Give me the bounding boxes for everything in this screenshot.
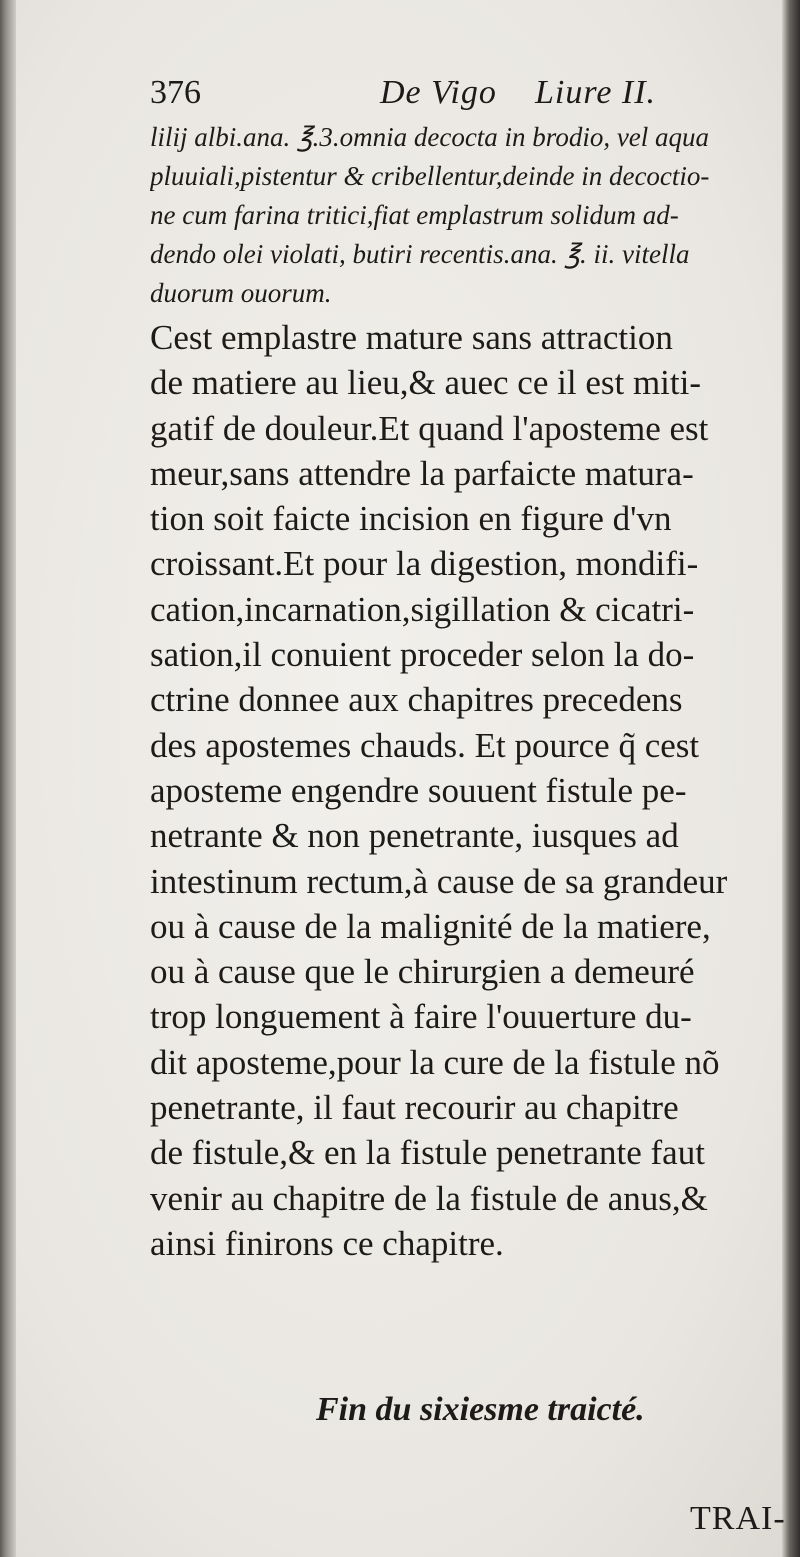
body-line: ou à cause que le chirurgien a demeuré bbox=[150, 952, 695, 992]
body-line: sation,il conuient proceder selon la do- bbox=[150, 635, 695, 675]
latin-line: duorum ouorum. bbox=[150, 278, 332, 308]
latin-line: ne cum farina tritici,fiat emplastrum solidum ad- bbox=[150, 200, 679, 230]
body-line: de fistule,& en la fistule penetrante faut bbox=[150, 1133, 705, 1173]
body-line: ainsi finirons ce chapitre. bbox=[150, 1223, 504, 1263]
body-line: Cest emplastre mature sans attraction bbox=[150, 318, 673, 357]
body-line: ctrine donnee aux chapitres precedens bbox=[150, 680, 683, 720]
body-line: gatif de douleur.Et quand l'aposteme est bbox=[150, 408, 709, 448]
latin-line: dendo olei violati, butiri recentis.ana. ℥. ii. vitella bbox=[150, 239, 690, 269]
page-number: 376 bbox=[150, 74, 201, 111]
latin-line: pluuiali,pistentur & cribellentur,deinde in decoctio- bbox=[150, 161, 710, 191]
body-line: aposteme engendre souuent fistule pe- bbox=[150, 770, 687, 810]
french-body-text bbox=[150, 315, 772, 1266]
body-line: intestinum rectum,à cause de sa grandeur bbox=[150, 861, 728, 901]
book-label: Liure II. bbox=[535, 74, 657, 111]
body-line: ou à cause de la malignité de la matiere, bbox=[150, 906, 711, 946]
page-spine-shadow bbox=[0, 0, 16, 1557]
end-of-treatise-note: Fin du sixiesme traicté. bbox=[316, 1391, 645, 1428]
body-line: croissant.Et pour la digestion, mondifi- bbox=[150, 544, 699, 584]
running-header bbox=[150, 74, 770, 114]
running-title: De Vigo bbox=[380, 74, 497, 111]
body-line: trop longuement à faire l'ouuerture du- bbox=[150, 997, 692, 1037]
latin-line: lilij albi.ana. ℥.3.omnia decocta in brodio, vel aqua bbox=[150, 122, 710, 152]
catchword: TRAI- bbox=[690, 1500, 786, 1537]
body-line: meur,sans attendre la parfaicte matura- bbox=[150, 453, 694, 493]
body-line: cation,incarnation,sigillation & cicatri- bbox=[150, 589, 695, 629]
body-line: netrante & non penetrante, iusques ad bbox=[150, 816, 679, 856]
page-right-edge-shadow bbox=[782, 0, 800, 1557]
latin-recipe-block bbox=[150, 118, 770, 313]
body-line: de matiere au lieu,& auec ce il est miti- bbox=[150, 363, 702, 403]
body-line: venir au chapitre de la fistule de anus,& bbox=[150, 1178, 708, 1218]
body-line: dit aposteme,pour la cure de la fistule nõ bbox=[150, 1042, 720, 1082]
body-line: des apostemes chauds. Et pource q̃ cest bbox=[150, 725, 700, 765]
body-line: tion soit faicte incision en figure d'vn bbox=[150, 499, 672, 539]
body-line: penetrante, il faut recourir au chapitre bbox=[150, 1088, 679, 1128]
